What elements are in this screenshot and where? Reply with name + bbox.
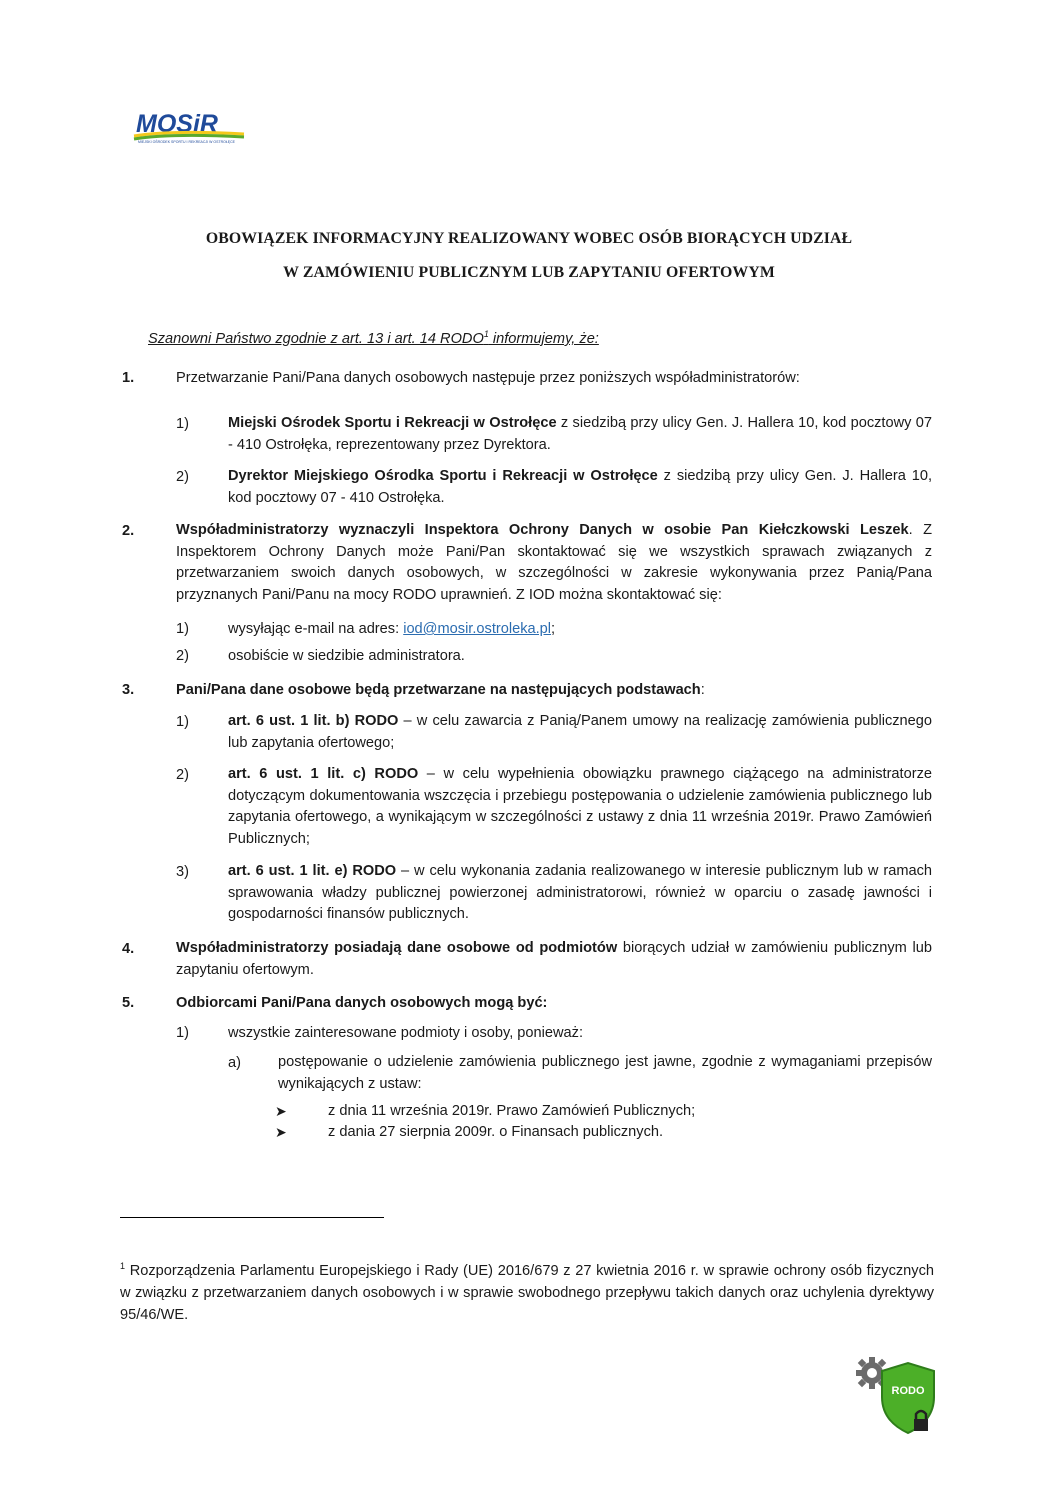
section-1-number: 1. (122, 370, 135, 386)
s2-item-2-number: 2) (176, 648, 189, 664)
rodo-label: RODO (891, 1385, 925, 1397)
logo-wordmark: MOSiR (136, 110, 218, 138)
s1-item-2-number: 2) (176, 469, 189, 485)
s3-item-1-text: art. 6 ust. 1 lit. b) RODO – w celu zawarcia z Panią/Panem umowy na realizację zamówienia publicznego lub zapytania ofertowego; (228, 713, 933, 751)
s3-item-2-text: art. 6 ust. 1 lit. c) RODO – w celu wypełnienia obowiązku prawnego ciążącego na administratorze dotyczącym dokumentowania wszczęcia i przebiegu postępowania o udzielenie zamówienia publicznego lub zapytania ofertowego, a wynikającym w szczególności z ustawy z dnia 11 września 2019r. Prawo Zamówień Publicznych; (228, 766, 932, 847)
s3-item-2-number: 2) (176, 767, 189, 783)
section-1-text: Przetwarzanie Pani/Pana danych osobowych następuje przez poniższych współadministratorów: (176, 370, 800, 386)
logo-tagline: MIEJSKI OŚRODEK SPORTU I REKREACJI W OSTROŁĘCE (138, 140, 235, 144)
s1-item-2-text: Dyrektor Miejskiego Ośrodka Sportu i Rekreacji w Ostrołęce z siedzibą przy ulicy Gen. J. Hallera 10, kod pocztowy 07 - 410 Ostrołęka. (228, 468, 932, 506)
s2-item-2-text: osobiście w siedzibie administratora. (228, 648, 465, 664)
arrow-bullet-icon: ➤ (275, 1124, 287, 1140)
rodo-badge (856, 1357, 938, 1437)
s5-bullet-1: z dnia 11 września 2019r. Prawo Zamówień Publicznych; (328, 1103, 696, 1119)
section-3-number: 3. (122, 682, 135, 698)
s5-item-a-letter: a) (228, 1055, 241, 1071)
iod-email-link[interactable]: iod@mosir.ostroleka.pl (403, 621, 552, 637)
footnote-text: $^1$ Rozporządzenia Parlamentu Europejskiego i Rady (UE) 2016/679 z 27 kwietnia 2016 r. w sprawie ochrony osób fizycznych w związku z przetwarzaniem danych osobowych i w sprawie swobodnego przepływu takich danych oraz uchylenia dyrektywy 95/46/WE. (120, 1261, 934, 1323)
s3-item-3-number: 3) (176, 864, 189, 880)
mosir-logo (132, 106, 252, 152)
s5-item-1-text: wszystkie zainteresowane podmioty i osoby, ponieważ: (228, 1025, 584, 1041)
s5-item-a-text: postępowanie o udzielenie zamówienia publicznego jest jawne, zgodnie z wymaganiami przepisów wynikających z ustaw: (278, 1054, 932, 1092)
section-3-text: Pani/Pana dane osobowe będą przetwarzane na następujących podstawach: (176, 682, 705, 698)
s1-item-1-text: Miejski Ośrodek Sportu i Rekreacji w Ostrołęce z siedzibą przy ulicy Gen. J. Hallera 10, kod pocztowy 07 - 410 Ostrołęka, reprezentowany przez Dyrektora. (228, 415, 932, 453)
section-4-number: 4. (122, 941, 135, 957)
document-title-line2: W ZAMÓWIENIU PUBLICZNYM LUB ZAPYTANIU OFERTOWYM (283, 264, 775, 281)
section-2-text: Współadministratorzy wyznaczyli Inspektora Ochrony Danych w osobie Pan Kiełczkowski Leszek. Z Inspektorem Ochrony Danych może Pani/Pan skontaktować się we wszystkich sprawach związanych z przetwarzaniem swoich danych osobowych, w szczególności w zakresie wykonywania przez Panią/Pana przyznanych Pani/Panu na mocy RODO uprawnień. Z IOD można skontaktować się: (176, 522, 932, 603)
s2-item-1-number: 1) (176, 621, 189, 637)
s1-item-1-number: 1) (176, 416, 189, 432)
document-title-line1: OBOWIĄZEK INFORMACYJNY REALIZOWANY WOBEC OSÓB BIORĄCYCH UDZIAŁ (205, 230, 853, 247)
s2-item-1-text: wysyłając e-mail na adres: iod@mosir.ostroleka.pl; (228, 621, 556, 637)
section-2-number: 2. (122, 523, 135, 539)
footnote-separator (120, 1217, 384, 1218)
s3-item-1-number: 1) (176, 714, 189, 730)
intro-line: Szanowni Państwo zgodnie z art. 13 i art. 14 RODO$^1$ informujemy, że: (148, 329, 599, 347)
s5-item-1-number: 1) (176, 1025, 189, 1041)
section-4-text: Współadministratorzy posiadają dane osobowe od podmiotów biorących udział w zamówieniu publicznym lub zapytaniu ofertowym. (176, 940, 932, 978)
s5-bullet-2: z dania 27 sierpnia 2009r. o Finansach publicznych. (328, 1124, 664, 1140)
arrow-bullet-icon: ➤ (275, 1103, 287, 1119)
s3-item-3-text: art. 6 ust. 1 lit. e) RODO – w celu wykonania zadania realizowanego w interesie publicznym lub w ramach sprawowania władzy publicznej powierzonej administratorowi, również w oparciu o zasadę jawności i gospodarności finansów publicznych. (228, 863, 932, 922)
section-5-text: Odbiorcami Pani/Pana danych osobowych mogą być: (176, 995, 548, 1011)
section-5-number: 5. (122, 995, 135, 1011)
